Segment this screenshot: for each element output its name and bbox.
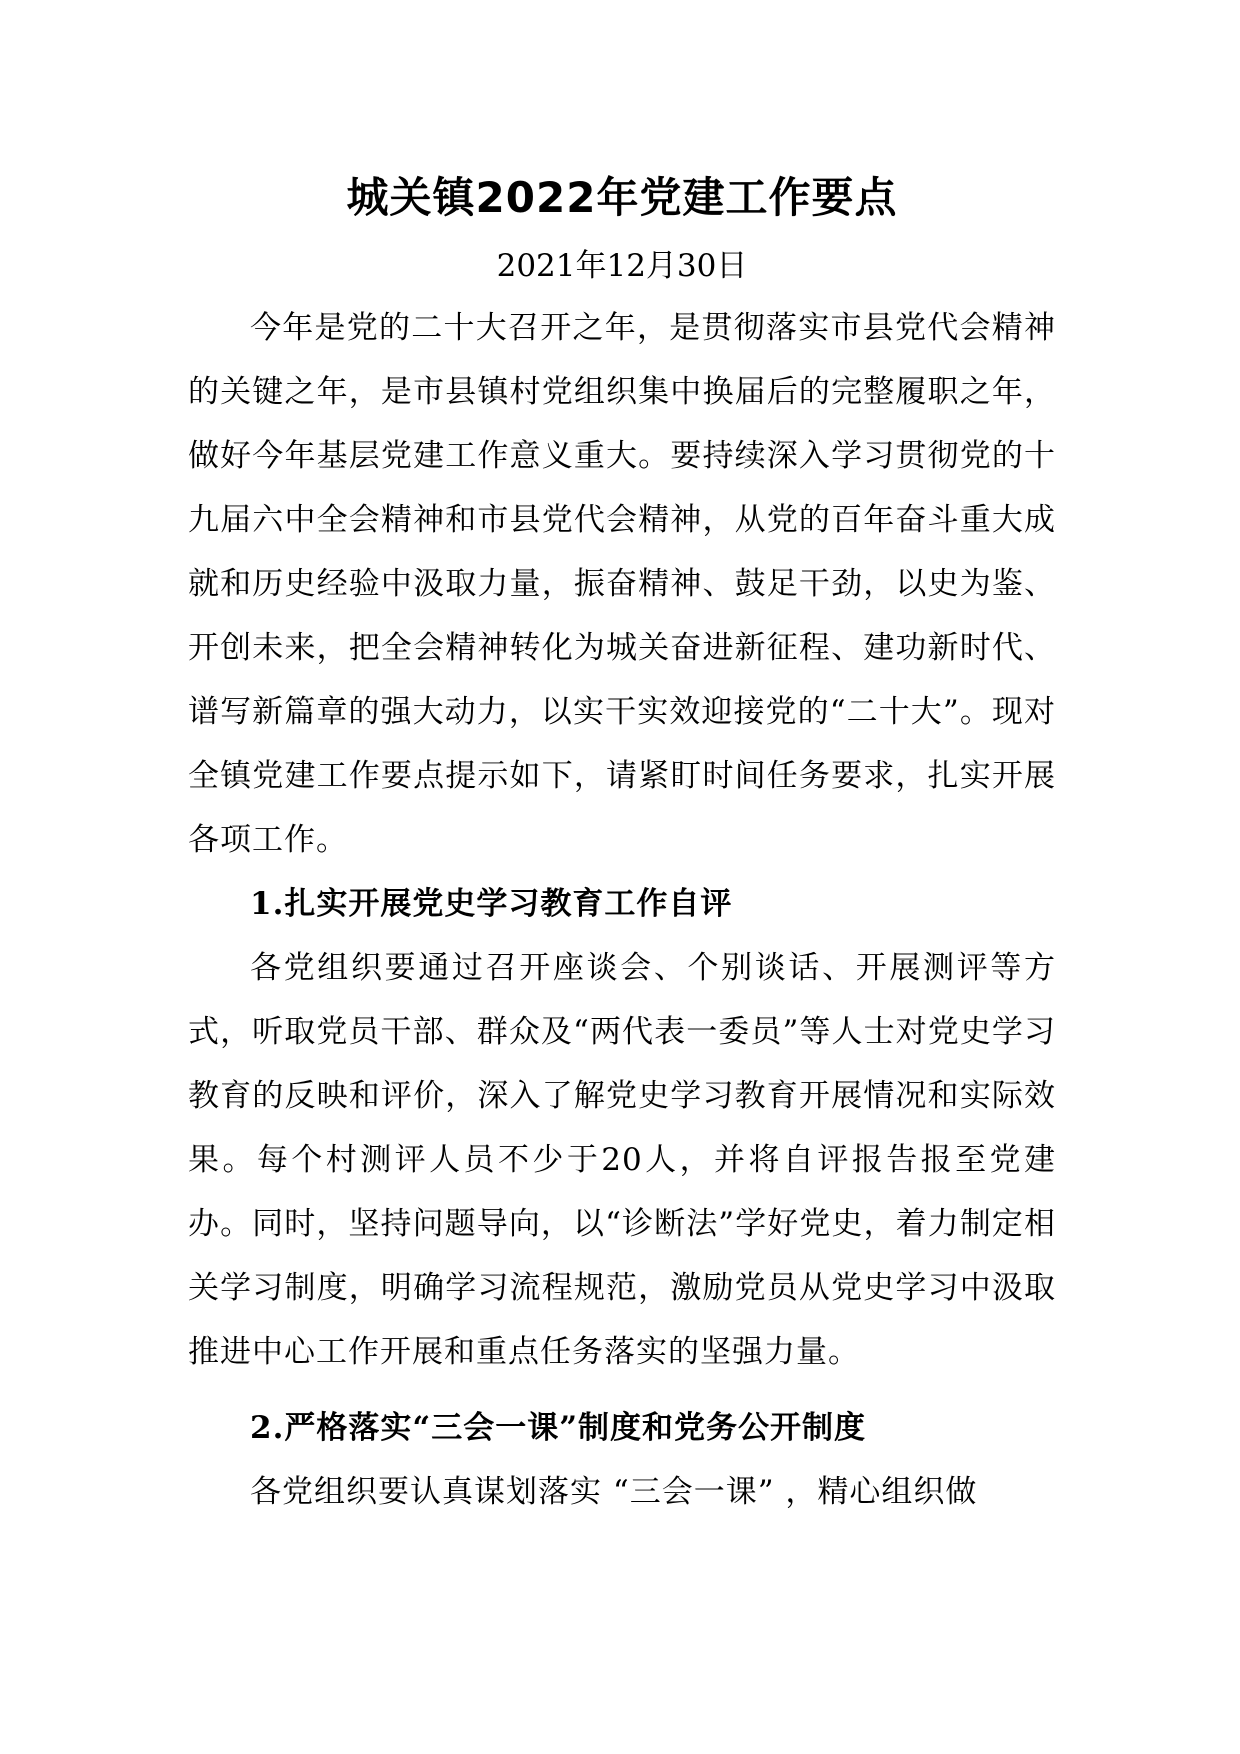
document-date: 2021年12月30日 — [496, 248, 748, 284]
section-1-heading: 1.扎实开展党史学习教育工作自评 — [250, 886, 733, 922]
section-2-body: 各党组织要认真谋划落实 “三会一课” ，精心组织做 — [250, 1474, 978, 1510]
section-2-heading: 2.严格落实“三会一课”制度和党务公开制度 — [250, 1410, 867, 1446]
section-1-body: 各党组织要通过召开座谈会、个别谈话、开展测评等方式，听取党员干部、群众及“两代表一委员”等人士对党史学习教育的反映和评价，深入了解党史学习教育开展情况和实际效果。每个村测评人员不少于20人，并将自评报告报至党建办。同时，坚持问题导向，以“诊断法”学好党史，着力制定相关学习制度，明确学习流程规范，激励党员从党史学习中汲取推进中心工作开展和重点任务落实的坚强力量。 — [188, 950, 1056, 1370]
document-title: 城关镇2022年党建工作要点 — [346, 173, 898, 222]
document-page — [188, 160, 1056, 1524]
intro-paragraph: 今年是党的二十大召开之年，是贯彻落实市县党代会精神的关键之年，是市县镇村党组织集中换届后的完整履职之年，做好今年基层党建工作意义重大。要持续深入学习贯彻党的十九届六中全会精神和市县党代会精神，从党的百年奋斗重大成就和历史经验中汲取力量，振奋精神、鼓足干劲，以史为鉴、开创未来，把全会精神转化为城关奋进新征程、建功新时代、谱写新篇章的强大动力，以实干实效迎接党的“二十大”。现对全镇党建工作要点提示如下，请紧盯时间任务要求，扎实开展各项工作。 — [188, 310, 1056, 858]
